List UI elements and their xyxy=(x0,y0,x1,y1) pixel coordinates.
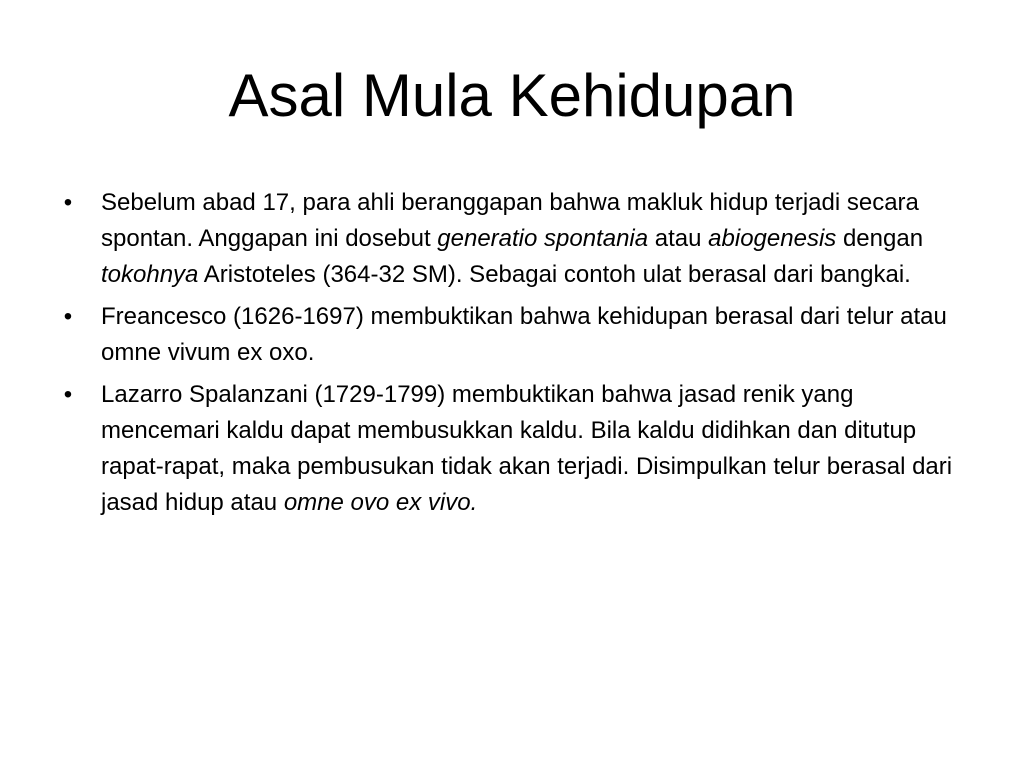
bullet-text-segment: atau xyxy=(648,225,709,252)
bullet-text-segment: dengan xyxy=(836,225,924,252)
bullet-text-segment: Sebelum abad 17, para ahli beranggapan bahwa makluk hidup terjadi secara spontan. Anggapan ini dosebut xyxy=(101,189,919,252)
bullet-dot-icon: • xyxy=(63,381,73,408)
bullet-text xyxy=(101,381,952,516)
bullet-item xyxy=(58,377,970,521)
bullet-dot-icon: • xyxy=(63,303,73,330)
bullet-text-segment: omne ovo ex vivo. xyxy=(283,489,478,516)
bullet-text xyxy=(101,303,947,366)
slide-title: Asal Mula Kehidupan xyxy=(228,62,796,129)
bullet-text xyxy=(101,189,923,288)
bullet-item xyxy=(58,185,970,293)
bullet-text-segment: Lazarro Spalanzani (1729-1799) membuktikan bahwa jasad renik yang mencemari kaldu dapat membusukkan kaldu. Bila kaldu didihkan dan ditutup rapat-rapat, maka pembusukan tidak akan terjadi. Disimpulkan telur berasal dari jasad hidup atau xyxy=(101,381,953,516)
bullet-text-segment: Freancesco (1626-1697) membuktikan bahwa kehidupan berasal dari telur atau omne vivum ex oxo. xyxy=(101,303,947,366)
bullet-text-segment: tokohnya xyxy=(101,261,199,288)
bullet-dot-icon: • xyxy=(63,189,73,216)
bullet-text-segment: Aristoteles (364-32 SM). Sebagai contoh ulat berasal dari bangkai. xyxy=(198,261,911,288)
bullet-text-segment: generatio spontania xyxy=(437,225,649,252)
bullet-list xyxy=(58,185,970,527)
bullet-item xyxy=(58,299,970,371)
bullet-text-segment: abiogenesis xyxy=(708,225,837,252)
